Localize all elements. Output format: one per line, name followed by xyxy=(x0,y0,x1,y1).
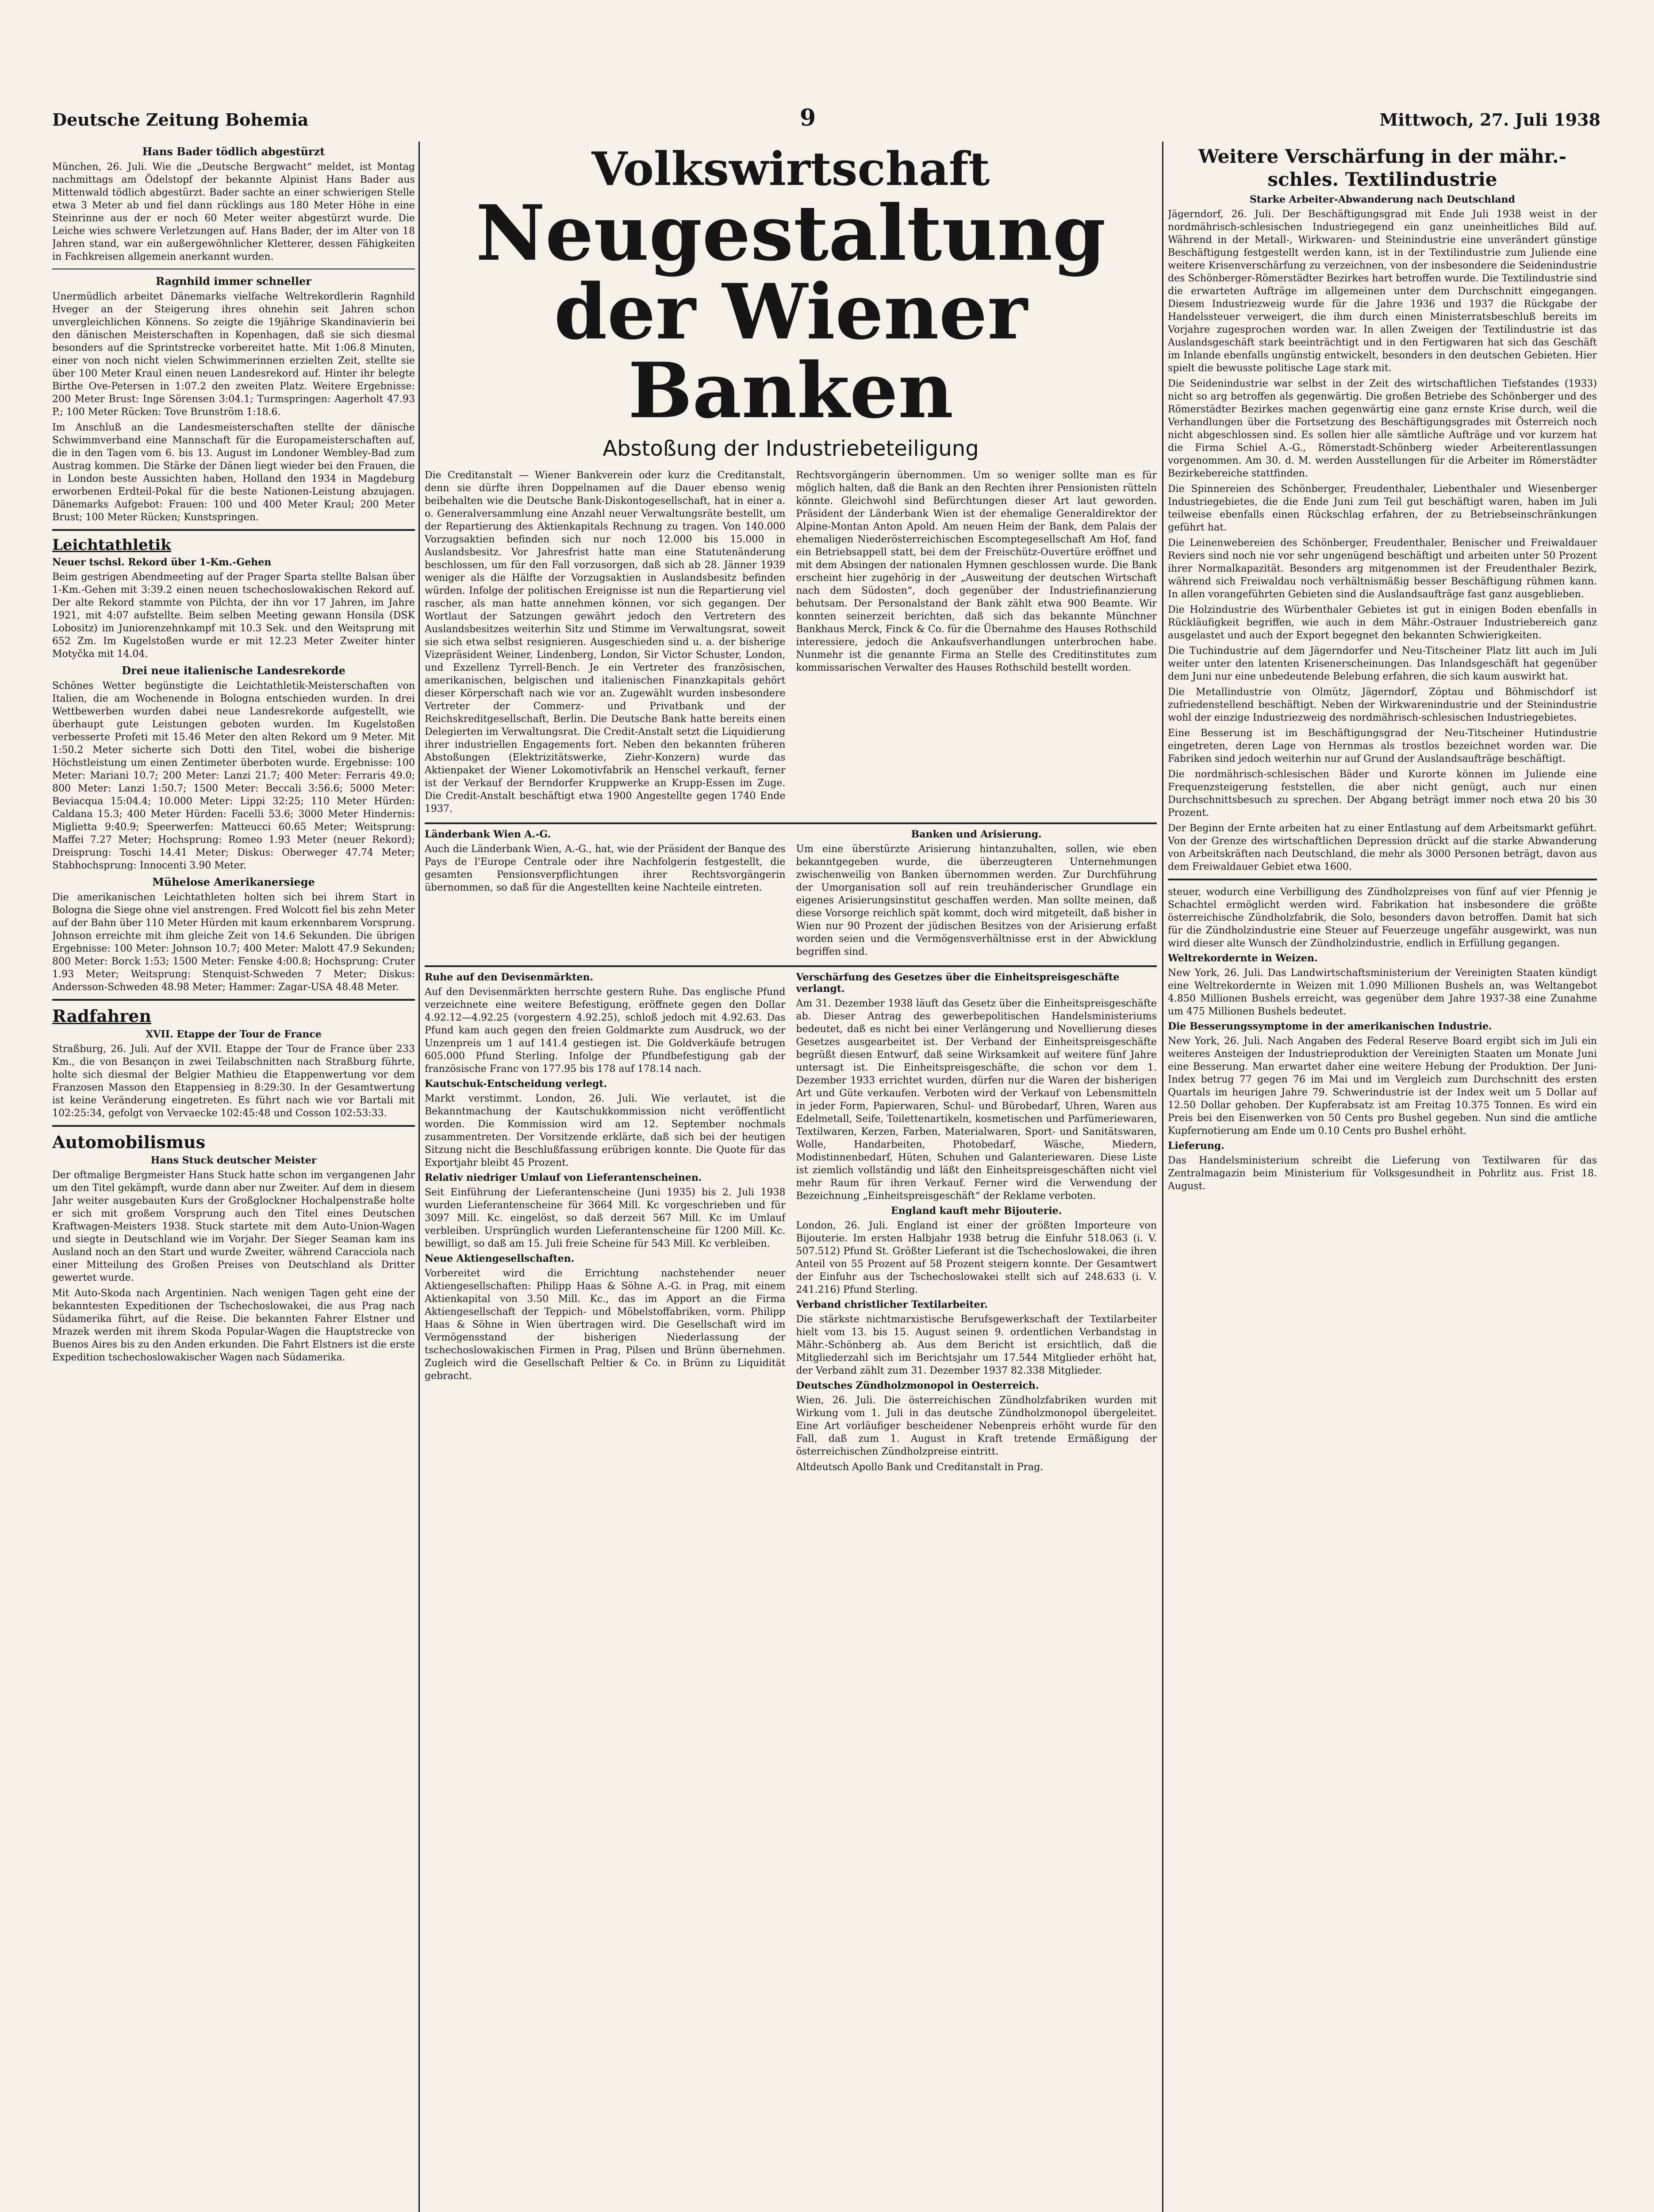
column-divider xyxy=(418,142,420,2212)
article-title: Banken und Arisierung. xyxy=(911,829,1042,840)
article-title: Kautschuk-Entscheidung verlegt. xyxy=(425,1078,607,1090)
article-body: Das Handelsministerium schreibt die Lieferung von Textilwaren für das Zentralmagazin beim Ministerium für Volksgesundheit in Pohrlitz aus. Frist 18. August. xyxy=(1168,1155,1597,1192)
headline: der Wiener Banken xyxy=(554,267,1028,435)
article-body: Die stärkste nichtmarxistische Berufsgewerkschaft der Textilarbeiter hielt vom 13. bis 15. August seinen 9. ordentlichen Verbandstag in Mähr.-Schönberg ab. Aus dem Bericht ist ersichtlich, daß die Mitgliederzahl sich im Berichtsjahr um 17.544 Mitglieder erhöht hat, der Verband zählt zum 31. Dezember 1937 82.338 Mitglieder. xyxy=(796,1314,1157,1376)
article-body: Die Seidenindustrie war selbst in der Zeit des wirtschaftlichen Tiefstandes (1933) nicht so arg betroffen als gegenwärtig. Die großen Betriebe des Schönberger und des Römerstädter Bezirkes machen gegenwärtig eine ganz ernste Krise durch, weil die Verhandlungen über die Fortsetzung des Beschäftigungsgrades mit Österreich noch nicht abgeschlossen sind. Es sollen hier alle sämtliche Aufträge und vor kurzem hat die Firma Schiel A.-G., Römerstadt-Schönberg wieder Arbeiterentlassungen vorgenommen. Am 30. d. M. werden Ausstellungen für die Arbeiter im Römerstädter Bezirkebereiche stattfinden. xyxy=(1168,378,1597,479)
article-subtitle: Starke Arbeiter-Abwanderung nach Deutschland xyxy=(1249,194,1515,205)
article-subtitle: XVII. Etappe der Tour de France xyxy=(146,1029,322,1040)
article-body: New York, 26. Juli. Das Landwirtschaftsministerium der Vereinigten Staaten kündigt eine Weltrekordernte in Weizen mit 1.090 Millionen Bushels an, was Weltangebot 4.850 Millionen Bushels erreicht, was gegenüber dem Jahre 1937-38 eine Zunahme um 475 Millionen Bushels bedeutet. xyxy=(1168,968,1597,1017)
article-body: Beim gestrigen Abendmeeting auf der Prager Sparta stellte Balsan über 1-Km.-Gehen mit 3:39.2 einen neuen tschechoslowakischen Rekord auf. Der alte Rekord stammte von Pilchta, der ihn vor 17 Jahren, im Jahre 1921, mit 4:07 aufstellte. Beim selben Meeting gewann Honsila (DSK Lobositz) im Juniorenzehnkampf mit 10.3 Sek. und den Weitsprung mit 652 Zm. Im Kugelstoßen wurde er mit 12.23 Meter Zweiter hinter Motyčka mit 14.04. xyxy=(52,572,415,660)
article-title: Ragnhild immer schneller xyxy=(156,275,311,288)
article-subtitle: Neuer tschsl. Rekord über 1-Km.-Gehen xyxy=(52,557,272,568)
article-body: Jägerndorf, 26. Juli. Der Beschäftigungsgrad mit Ende Juli 1938 weist in der nordmährisch-schlesischen Industriegegend ein ganz uneinheitliches Bild auf. Während in der Metall-, Wirkwaren- und Steinindustrie eine unverändert günstige Beschäftigung festgestellt werden kann, ist in der Textilindustrie zum Juliende eine weitere Krisenverschärfung zu verzeichnen, von der insbesondere die Seidenindustrie des Schönberger-Römerstädter Bezirkes hart betroffen wurde. Die Textilindustrie sind die erwarteten Aufträge im allgemeinen unter dem Durchschnitt eingegangen. Diesem Industriezweig wurde für die Jahre 1936 und 1937 die Rückgabe der Handelssteuer verweigert, die ihm durch einen Ministerratsbeschluß bereits im Vorjahre zugesprochen worden war. In allen Zweigen der Textilindustrie ist das Auslandsgeschäft stark beeinträchtigt und in den Fertigwaren hat sich das Geschäft im Inlande ebenfalls ungünstig entwickelt, besonders in den deutschen Gebieten. Hier spielt die bewusste politische Lage stark mit. xyxy=(1168,209,1597,374)
article-body: München, 26. Juli. Wie die „Deutsche Bergwacht“ meldet, ist Montag nachmittags am Ödelstopf der bekannte Alpinist Hans Bader aus Mittenwald tödlich abgestürzt. Bader sachte an einer schwierigen Stelle etwa 3 Meter ab und fiel dann rücklings aus 180 Meter Höhe in eine Steinrinne aus der er noch 60 Meter weiter abgestürzt wurde. Die Leiche wies schwere Verletzungen auf. Hans Bader, der im Alter von 18 Jahren stand, war ein außergewöhnlicher Kletterer, dessen Fähigkeiten in Fachkreisen allgemein anerkannt wurden. xyxy=(52,161,415,262)
article-body: Die Creditanstalt — Wiener Bankverein oder kurz die Creditanstalt, denn sie dürfte ihren Doppelnamen auf die Dauer ebenso wenig beibehalten wie die Deutsche Bank-Diskontogesellschaft, hat in einer a. o. Generalversammlung eine Anzahl neuer Verwaltungsräte bestellt, um der Repartierung des Aktienkapitals Rechnung zu tragen. Von 140.000 Vorzugsaktien befinden sich nur noch 12.000 bis 15.000 in Auslandsbesitz. Vor Jahresfrist hatte man eine Statutenänderung beschlossen, um für den Fall vorzusorgen, daß sich ab 28. Jänner 1939 weniger als die Hälfte der Vorzugsaktien in Auslandsbesitz befinden würden. Infolge der politischen Ereignisse ist nun die Repartierung viel rascher, als man hatte annehmen können, vor sich gegangen. Der Wortlaut der Satzungen gewährt jedoch den Vertretern des Auslandsbesitzes weiterhin Sitz und Stimme im Verwaltungsrat, soweit sie sich etwa selbst resignieren. Ausgeschieden sind u. a. der bisherige Vizepräsident Weiner, Lindenberg, London, Sir Victor Schuster, London, und Exzellenz Tyrrell-Bench. Je ein Vertreter des französischen, amerikanischen, belgischen und italienischen Finanzkapitals gehört dieser Körperschaft nach wie vor an. Zugewählt wurden insbesondere Vertreter der Commerz- und Privatbank und der Reichskreditgesellschaft, Berlin. Die Deutsche Bank hatte bereits einen Delegierten im Verwaltungsrat. Die Credit-Anstalt setzt die Liquidierung ihrer industriellen Engagements fort. Neben den bekannten früheren Abstoßungen (Elektrizitätswerke, Ziehr-Konzern) wurde das Aktienpaket der Wiener Lokomotivfabrik an Henschel verkauft, ferner ist der Verkauf der Berndorfer Kruppwerke an Krupp-Essen im Zuge. Die Credit-Anstalt beschäftigt etwa 1900 Angestellte gegen 1740 Ende 1937. xyxy=(425,470,786,814)
article-title: Relativ niedriger Umlauf von Lieferantenscheinen. xyxy=(425,1172,702,1183)
article-body: New York, 26. Juli. Nach Angaben des Federal Reserve Board ergibt sich im Juli ein weiteres Ansteigen der Industrieproduktion der Vereinigten Staaten um Monate Juni eine Besserung. Man erwartet daher eine weitere Hebung der Produktion. Der Juni-Index betrug 77 gegen 76 im Mai und im Vergleich zum Durchschnitt des ersten Quartals im heurigen Jahre 79. Schwerindustrie ist der Index weit um 5 Dollar auf 12.50 Dollar gehoben. Der Kupferabsatz ist am Freitag 10.375 Tonnen. Es wird ein Preis bei den Eisenwerken von 50 Cents pro Bushel gegeben. Nun sind die amtliche Kupfernotierung am Ende um 0.10 Cents pro Bushel erhöht. xyxy=(1168,1036,1597,1137)
headline-kicker: Abstoßung der Industriebeteiligung xyxy=(603,436,979,461)
article-body: Der oftmalige Bergmeister Hans Stuck hatte schon im vergangenen Jahr um den Titel gekämpft, wurde dann aber nur Zweiter. Auf dem in diesem Jahr weiter ausgebauten Kurs der Großglockner Hochalpenstraße holte er sich mit großem Vorsprung auch den Titel eines Deutschen Kraftwagen-Meisters 1938. Stuck startete mit dem Auto-Union-Wagen und siegte in Deutschland wie im Vorjahr. Der Sieger Seaman kam ins Ausland noch an den Start und wurde Zweiter, während Caracciola nach einer Mitteilung des Großen Preises von Deutschland als Dritter gewertet wurde. xyxy=(52,1170,415,1283)
middle-column xyxy=(425,142,1157,2212)
article-title: Verschärfung des Gesetzes über die Einheitspreisgeschäfte verlangt. xyxy=(796,972,1120,995)
right-column xyxy=(1168,142,1597,2212)
article-body: Mit Auto-Skoda nach Argentinien. Nach wenigen Tagen geht eine der bekanntesten Expeditionen der Tschechoslowakei, die aus Prag nach Südamerika führt, auf die Reise. Die bekannten Fahrer Elstner und Mrazek werden mit ihrem Skoda Popular-Wagen die Hauptstrecke von Buenos Aires bis zu den Anden erkunden. Die Fahrt Elstners ist die erste Expedition tschechoslowakischer Wagen nach Südamerika. xyxy=(52,1288,415,1363)
page-number: 9 xyxy=(800,104,816,131)
article-body: steuer, wodurch eine Verbilligung des Zündholzpreises von fünf auf vier Pfennig je Schachtel ermöglicht werden wird. Fabrikation hat insbesondere die größte österreichische Zündholzfabrik, die Solo, besonders davon betroffen. Damit hat sich für die Zündholzindustrie eine Steuer auf Feuerzeuge ungefähr ausgewirkt, was nun wird dieser alte Wunsch der Zündholzindustrie, endlich in Erfüllung gegangen. xyxy=(1168,887,1597,949)
article-body: Die Metallindustrie von Olmütz, Jägerndorf, Zöptau und Böhmischdorf ist zufriedenstellend beschäftigt. Neben der Wirkwarenindustrie und der Steinindustrie wohl der einzige Industriezweig des nordmährisch-schlesischen Industriegebietes. xyxy=(1168,687,1597,723)
issue-date: Mittwoch, 27. Juli 1938 xyxy=(1379,110,1600,130)
article-body: Altdeutsch Apollo Bank und Creditanstalt in Prag. xyxy=(796,1462,1044,1473)
article-body: Eine Besserung ist im Beschäftigungsgrad der Neu-Titscheiner Hutindustrie eingetreten, deren Lage von Hernmas als trostlos bezeichnet worden war. Die Fabriken sind jedoch weiterhin nur auf Grund der Auslandsaufträge beschäftigt. xyxy=(1168,728,1597,764)
article-body: London, 26. Juli. England ist einer der größten Importeure von Bijouterie. Im ersten Halbjahr 1938 betrug die Einfuhr 518.063 (i. V. 507.512) Pfund St. Größter Lieferant ist die Tschechoslowakei, die ihren Anteil von 55 Prozent auf 58 Prozent steigern konnte. Der Gesamtwert der Einfuhr aus der Tschechoslowakei stellt sich auf 248.633 (i. V. 241.216) Pfund Sterling. xyxy=(796,1220,1157,1295)
divider xyxy=(52,529,415,531)
article-title: Drei neue italienische Landesrekorde xyxy=(122,664,345,677)
article-body: Seit Einführung der Lieferantenscheine (Juni 1935) bis 2. Juli 1938 wurden Lieferantenscheine für 3664 Mill. Kc vorgeschrieben und für 3097 Mill. Kc. eingelöst, so daß derzeit 567 Mill. Kc im Umlauf verbleiben. Ursprünglich wurden Lieferantenscheine für 1200 Mill. Kc. bewilligt, so daß am 15. Juli freie Scheine für 543 Mill. Kc verbleiben. xyxy=(425,1187,786,1249)
article-body: Vorbereitet wird die Errichtung nachstehender neuer Aktiengesellschaften: Philipp Haas & Söhne A.-G. in Prag, mit einem Aktienkapital von 3.50 Mill. Kc., das im Apport an die Firma Aktiengesellschaft der Teppich- und Möbelstoffabriken, vorm. Philipp Haas & Söhne in Wien übertragen wird. Die Gesellschaft wird im Vermögensstand der bisherigen Niederlassung der tschechoslowakischen Firmen in Prag, Pilsen und Brünn übernehmen. Zugleich wird die Gesellschaft Peltier & Co. in Brünn zu Liquidität gebracht. xyxy=(425,1268,786,1382)
article-title: England kauft mehr Bijouterie. xyxy=(891,1205,1062,1217)
article-body: Rechtsvorgängerin übernommen. Um so weniger sollte man es für möglich halten, daß die Bank an den Rechten ihrer Pensionisten rütteln könnte. Gleichwohl sind Befürchtungen dieser Art laut geworden. Präsident der Länderbank Wien ist der ehemalige Generaldirektor der Alpine-Montan Anton Apold. Am neuen Heim der Bank, dem Palais der ehemaligen Niederösterreichischen Escomptegesellschaft Am Hof, fand ein Betriebsappell statt, bei dem der Freischütz-Ouvertüre eröffnet und mit dem Absingen der nationalen Hymnen geschlossen wurde. Die Bank erscheint hier zugehörig in der „Ausweitung der deutschen Wirtschaft nach dem Südosten“, doch gegenüber der Industriefinanzierung behutsam. Der Personalstand der Bank zählt etwa 900 Beamte. Wir konnten seinerzeit berichten, daß sich das bekannte Münchner Bankhaus Merck, Finck & Co. für die Übernahme des Hauses Rothschild interessiere, jedoch die Ankaufsverhandlungen unterbrochen habe. Nunmehr ist die genannte Firma an Stelle des Creditinstitutes zum kommissarischen Verwalter des Hauses Rothschild bestellt worden. xyxy=(796,470,1157,673)
article-title: Länderbank Wien A.-G. xyxy=(425,829,551,840)
article-title: Verband christlicher Textilarbeiter. xyxy=(796,1299,988,1310)
article-title: Neue Aktiengesellschaften. xyxy=(425,1253,575,1264)
article-subtitle: Hans Stuck deutscher Meister xyxy=(150,1155,317,1166)
article-body: Auch die Länderbank Wien, A.-G., hat, wie der Präsident der Banque des Pays de l'Europe Centrale oder ihre Nachfolgerin festgestellt, die gesamten Pensionsverpflichtungen ihrer Rechtsvorgängerin übernommen, so daß für die Angestellten keine Nachteile eintreten. xyxy=(425,844,786,893)
section-masthead: Volkswirtschaft xyxy=(591,142,990,196)
newspaper-name: Deutsche Zeitung Bohemia xyxy=(52,110,309,130)
article-body: Die Leinenwebereien des Schönberger, Freudenthaler, Benischer und Freiwaldauer Reviers sind noch nie vor sehr ungenügend beschäftigt und arbeiten unter 50 Prozent ihrer Normalkapazität. Besonders arg mitgenommen ist der Freudenthaler Bezirk, während sich Freiwaldau noch verhältnismäßig besser Beschäftigung rühmen kann. In allen vorangeführten Gebieten sind die Auslandsaufträge fast ganz ausgeblieben. xyxy=(1168,538,1597,600)
article-title: Weltrekordernte in Weizen. xyxy=(1168,952,1318,964)
article-body: Die Tuchindustrie auf dem Jägerndorfer und Neu-Titscheiner Platz litt auch im Juli weiter unter den latenten Krisenerscheinungen. Das Inlandsgeschäft hat gegenüber dem Juni nur eine unbedeutende Belebung erfahren, die sich kaum auswirkt hat. xyxy=(1168,645,1597,682)
article-row xyxy=(425,965,1157,1476)
page-header xyxy=(52,104,1600,136)
headline: Neugestaltung xyxy=(476,188,1106,278)
article-body: Unermüdlich arbeitet Dänemarks vielfache Weltrekordlerin Ragnhild Hveger an der Steigerung ihres ohnehin seit Jahren schon unvergleichlichen Könnens. So zeigte die 19jährige Skandinavierin bei den dänischen Meisterschaften in Kopenhagen, daß sie sich diesmal besonders auf die Sprintstrecke vorbereitet hatte. Mit 1:06.8 Minuten, einer von noch nicht vielen Schwimmerinnen erzielten Zeit, stellte sie über 100 Meter Kraul einen neuen Landesrekord auf. Hinter ihr belegte Birthe Ove-Petersen in 1:07.2 den zweiten Platz. Weitere Ergebnisse: 200 Meter Brust: Inge Sörensen 3:04.1; Turmspringen: Aagerholt 47.93 P.; 100 Meter Rücken: Tove Brunström 1:18.6. xyxy=(52,291,415,418)
divider xyxy=(1168,879,1597,880)
article-title: Ruhe auf den Devisenmärkten. xyxy=(425,972,594,983)
article-body: Die nordmährisch-schlesischen Bäder und Kurorte können im Juliende eine Frequenzsteigerung feststellen, die aber nicht genügt, auch nur einen Durchschnittsbesuch zu sprechen. Der Abgang beträgt immer noch etwa 20 bis 30 Prozent. xyxy=(1168,769,1597,818)
column-divider xyxy=(1162,142,1163,2212)
section-title: Radfahren xyxy=(52,1006,152,1026)
article-body: Die Spinnereien des Schönberger, Freudenthaler, Liebenthaler und Wiesenberger Industriegebietes, die die Ende Juni zum Teil gut beschäftigt waren, haben im Juli teilweise ebenfalls einen Rückschlag erfahren, der zu Betriebseinschränkungen geführt hat. xyxy=(1168,484,1597,533)
article-body: Die amerikanischen Leichtathleten holten sich bei ihrem Start in Bologna die Siege ohne viel anstrengen. Fred Wolcott fiel bis zehn Meter auf der Bahn über 110 Meter Hürden mit kaum erkennbarem Vorsprung. Johnson erreichte mit ihm gleiche Zeit von 14.6 Sekunden. Die übrigen Ergebnisse: 100 Meter: Johnson 10.7; 400 Meter: Malott 47.9 Sekunden; 800 Meter: Borck 1:53; 1500 Meter: Fenske 4:00.8; Hochsprung: Cruter 1.93 Meter; Weitsprung: Stenquist-Schweden 7 Meter; Diskus: Andersson-Schweden 48.98 Meter; Hammer: Zagar-USA 48.48 Meter. xyxy=(52,892,415,993)
lead-article xyxy=(425,469,1157,818)
section-title: Automobilismus xyxy=(52,1132,206,1152)
divider xyxy=(52,1125,415,1127)
article-body: Markt verstimmt. London, 26. Juli. Wie verlautet, ist die Bekanntmachung der Kautschukkommission nicht veröffentlicht worden. Die Kommission wird am 12. September nochmals zusammentreten. Der Vorsitzende erklärte, daß sich bei der heutigen Sitzung nicht die Beschlußfassung erübrigen konnte. Die Quote für das Exportjahr bleibt 45 Prozent. xyxy=(425,1093,786,1168)
article-title: Die Besserungssymptome in der amerikanischen Industrie. xyxy=(1168,1021,1492,1032)
divider xyxy=(52,999,415,1001)
article-title: Deutsches Zündholzmonopol in Oesterreich. xyxy=(796,1380,1039,1391)
article-title: Hans Bader tödlich abgestürzt xyxy=(142,145,325,158)
article-body: Im Anschluß an die Landesmeisterschaften stellte der dänische Schwimmverband eine Mannschaft für die Europameisterschaften auf, die in den Tagen vom 6. bis 13. August im Londoner Wembley-Bad zum Austrag kommen. Die Stärke der Dänen liegt wieder bei den Frauen, die in London beste Aussichten haben, Holland den 1934 in Magdeburg erworbenen Erdteil-Pokal für die beste Nationen-Leistung abzujagen. Dänemarks Aufgebot: Frauen: 100 und 400 Meter Kraul; 200 Meter Brust; 100 Meter Rücken; Kunstspringen. xyxy=(52,422,415,523)
article-body: Auf den Devisenmärkten herrschte gestern Ruhe. Das englische Pfund verzeichnete eine weitere Befestigung, eröffnete gegen den Dollar 4.92.12—4.92.25 (vorgestern 4.92.25), schloß jedoch mit 4.92.63. Das Pfund kam auch gegen den freien Goldmarkte zum Ausdruck, wo der Unzenpreis um 1 auf 141.4 gestiegen ist. Die Goldverkäufe betrugen 605.000 Pfund Sterling. Infolge der Pfundbefestigung gab der französische Franc von 177.95 bis 178 auf 178.14 nach. xyxy=(425,987,786,1075)
left-column xyxy=(52,142,415,2212)
section-title: Leichtathletik xyxy=(52,536,171,554)
article-body: Der Beginn der Ernte arbeiten hat zu einer Entlastung auf dem Arbeitsmarkt geführt. Von der Grenze des wirtschaftlichen Depression drückt auf die starke Abwanderung von Arbeitskräften nach Deutschland, die mehr als 3000 Personen beträgt, davon aus dem Freiwaldauer Gebiet etwa 1600. xyxy=(1168,823,1597,872)
article-title: Lieferung. xyxy=(1168,1140,1224,1152)
article-body: Am 31. Dezember 1938 läuft das Gesetz über die Einheitspreisgeschäfte ab. Dieser Antrag des gewerbepolitischen Handelsministeriums bedeutet, daß es nicht bei einer Verlängerung und Novellierung dieses Gesetzes ausgearbeitet ist. Der Verband der Einheitspreisgeschäfte begrüßt diesen Entwurf, daß seine Wirksamkeit auf weitere fünf Jahre untersagt ist. Die Einheitspreisgeschäfte, die schon vor dem 1. Dezember 1933 errichtet wurden, dürfen nur die Waren der bisherigen Art und Güte verkaufen. Verboten wird der Verkauf von Lebensmitteln in jeder Form, Papierwaren, Schul- und Bürobedarf, Uhren, Waren aus Edelmetall, Seife, Toilettenartikeln, kosmetischen und Parfümeriewaren, Textilwaren, Kerzen, Farben, Materialwaren, Sport- und Sanitätswaren, Wolle, Handarbeiten, Photobedarf, Wäsche, Miedern, Modistinnenbedarf, Hüten, Schuhen und Galanteriewaren. Diese Liste ist ziemlich vollständig und läßt den Einheitspreisgeschäften nicht viel mehr Raum für ihren Verkauf. Ferner wird die Verwendung der Bezeichnung „Einheitspreisgeschäft“ der Reklame verboten. xyxy=(796,998,1157,1202)
article-body: Wien, 26. Juli. Die österreichischen Zündholzfabriken wurden mit Wirkung vom 1. Juli in das deutsche Zündholzmonopol übergeleitet. Eine Art vorläufiger bescheidener Nebenpreis erhöht wurde für den Fall, daß zum 1. August in Kraft tretende Ermäßigung der österreichischen Zündholzpreise eintritt. xyxy=(796,1395,1157,1457)
article-body: Die Holzindustrie des Würbenthaler Gebietes ist gut in einigen Boden ebenfalls in Rückläufigkeit begriffen, wie auch in dem Mähr.-Ostrauer Industriebereich ganz ausgelastet und auch der Export begegnet den bekannten Schwierigkeiten. xyxy=(1168,604,1597,641)
article-row xyxy=(425,822,1157,961)
article-title: Weitere Verschärfung in der mähr.-schles. Textilindustrie xyxy=(1198,146,1567,190)
article-title: Mühelose Amerikanersiege xyxy=(152,876,315,888)
article-body: Straßburg, 26. Juli. Auf der XVII. Etappe der Tour de France über 233 Km., die von Besançon in zwei Teilabschnitten nach Straßburg führte, holte sich diesmal der Belgier Mathieu die Etappenwertung vor dem Franzosen Masson den Etappensieg in 8:29:30. In der Gesamtwertung ist keine Veränderung eingetreten. Es führt nach wie vor Bartali mit 102:25:34, gefolgt von Vervaecke 102:45:48 und Cosson 102:53:33. xyxy=(52,1044,415,1119)
article-body: Schönes Wetter begünstigte die Leichtathletik-Meisterschaften von Italien, die am Wochenende in Bologna entschieden wurden. In drei Wettbewerben wurden dabei neue Landesrekorde aufgestellt, wie überhaupt gute Leistungen geboten wurden. Im Kugelstoßen verbesserte Profeti mit 15.46 Meter den alten Rekord um 9 Meter. Mit 1:50.2 Meter sicherte sich Dotti den Titel, wobei die bisherige Höchstleistung um einen Zentimeter überboten wurde. Ergebnisse: 100 Meter: Mariani 10.7; 200 Meter: Lanzi 21.7; 400 Meter: Ferraris 49.0; 800 Meter: Lanzi 1:50.7; 1500 Meter: Beccali 3:56.6; 5000 Meter: Beviacqua 15:04.4; 10.000 Meter: Lippi 32:25; 110 Meter Hürden: Caldana 15.3; 400 Meter Hürden: Facelli 53.6; 3000 Meter Hindernis: Miglietta 9:40.9; Speerwerfen: Matteucci 60.65 Meter; Weitsprung: Maffei 7.27 Meter; Hochsprung: Romeo 1.93 Meter (neuer Rekord); Dreisprung: Toschi 14.41 Meter; Diskus: Oberweger 47.74 Meter; Stabhochsprung: Innocenti 3.90 Meter. xyxy=(52,680,415,871)
article-body: Um eine überstürzte Arisierung hintanzuhalten, sollen, wie eben bekanntgegeben wurde, die überzeugteren Unternehmungen zwischenweilig von Banken übernommen werden. Zur Durchführung der Umorganisation soll auf rein treuhänderischer Grundlage ein eigenes Arisierungsinstitut geschaffen werden. Man sollte meinen, daß diese Vorsorge reichlich spät kommt, doch wird mitgeteilt, daß bisher in Wien nur 90 Prozent der jüdischen Besitzes von der Arisierung erfaßt worden seien und die Vermögensverhältnisse erst in der Abwicklung begriffen sind. xyxy=(796,844,1157,957)
